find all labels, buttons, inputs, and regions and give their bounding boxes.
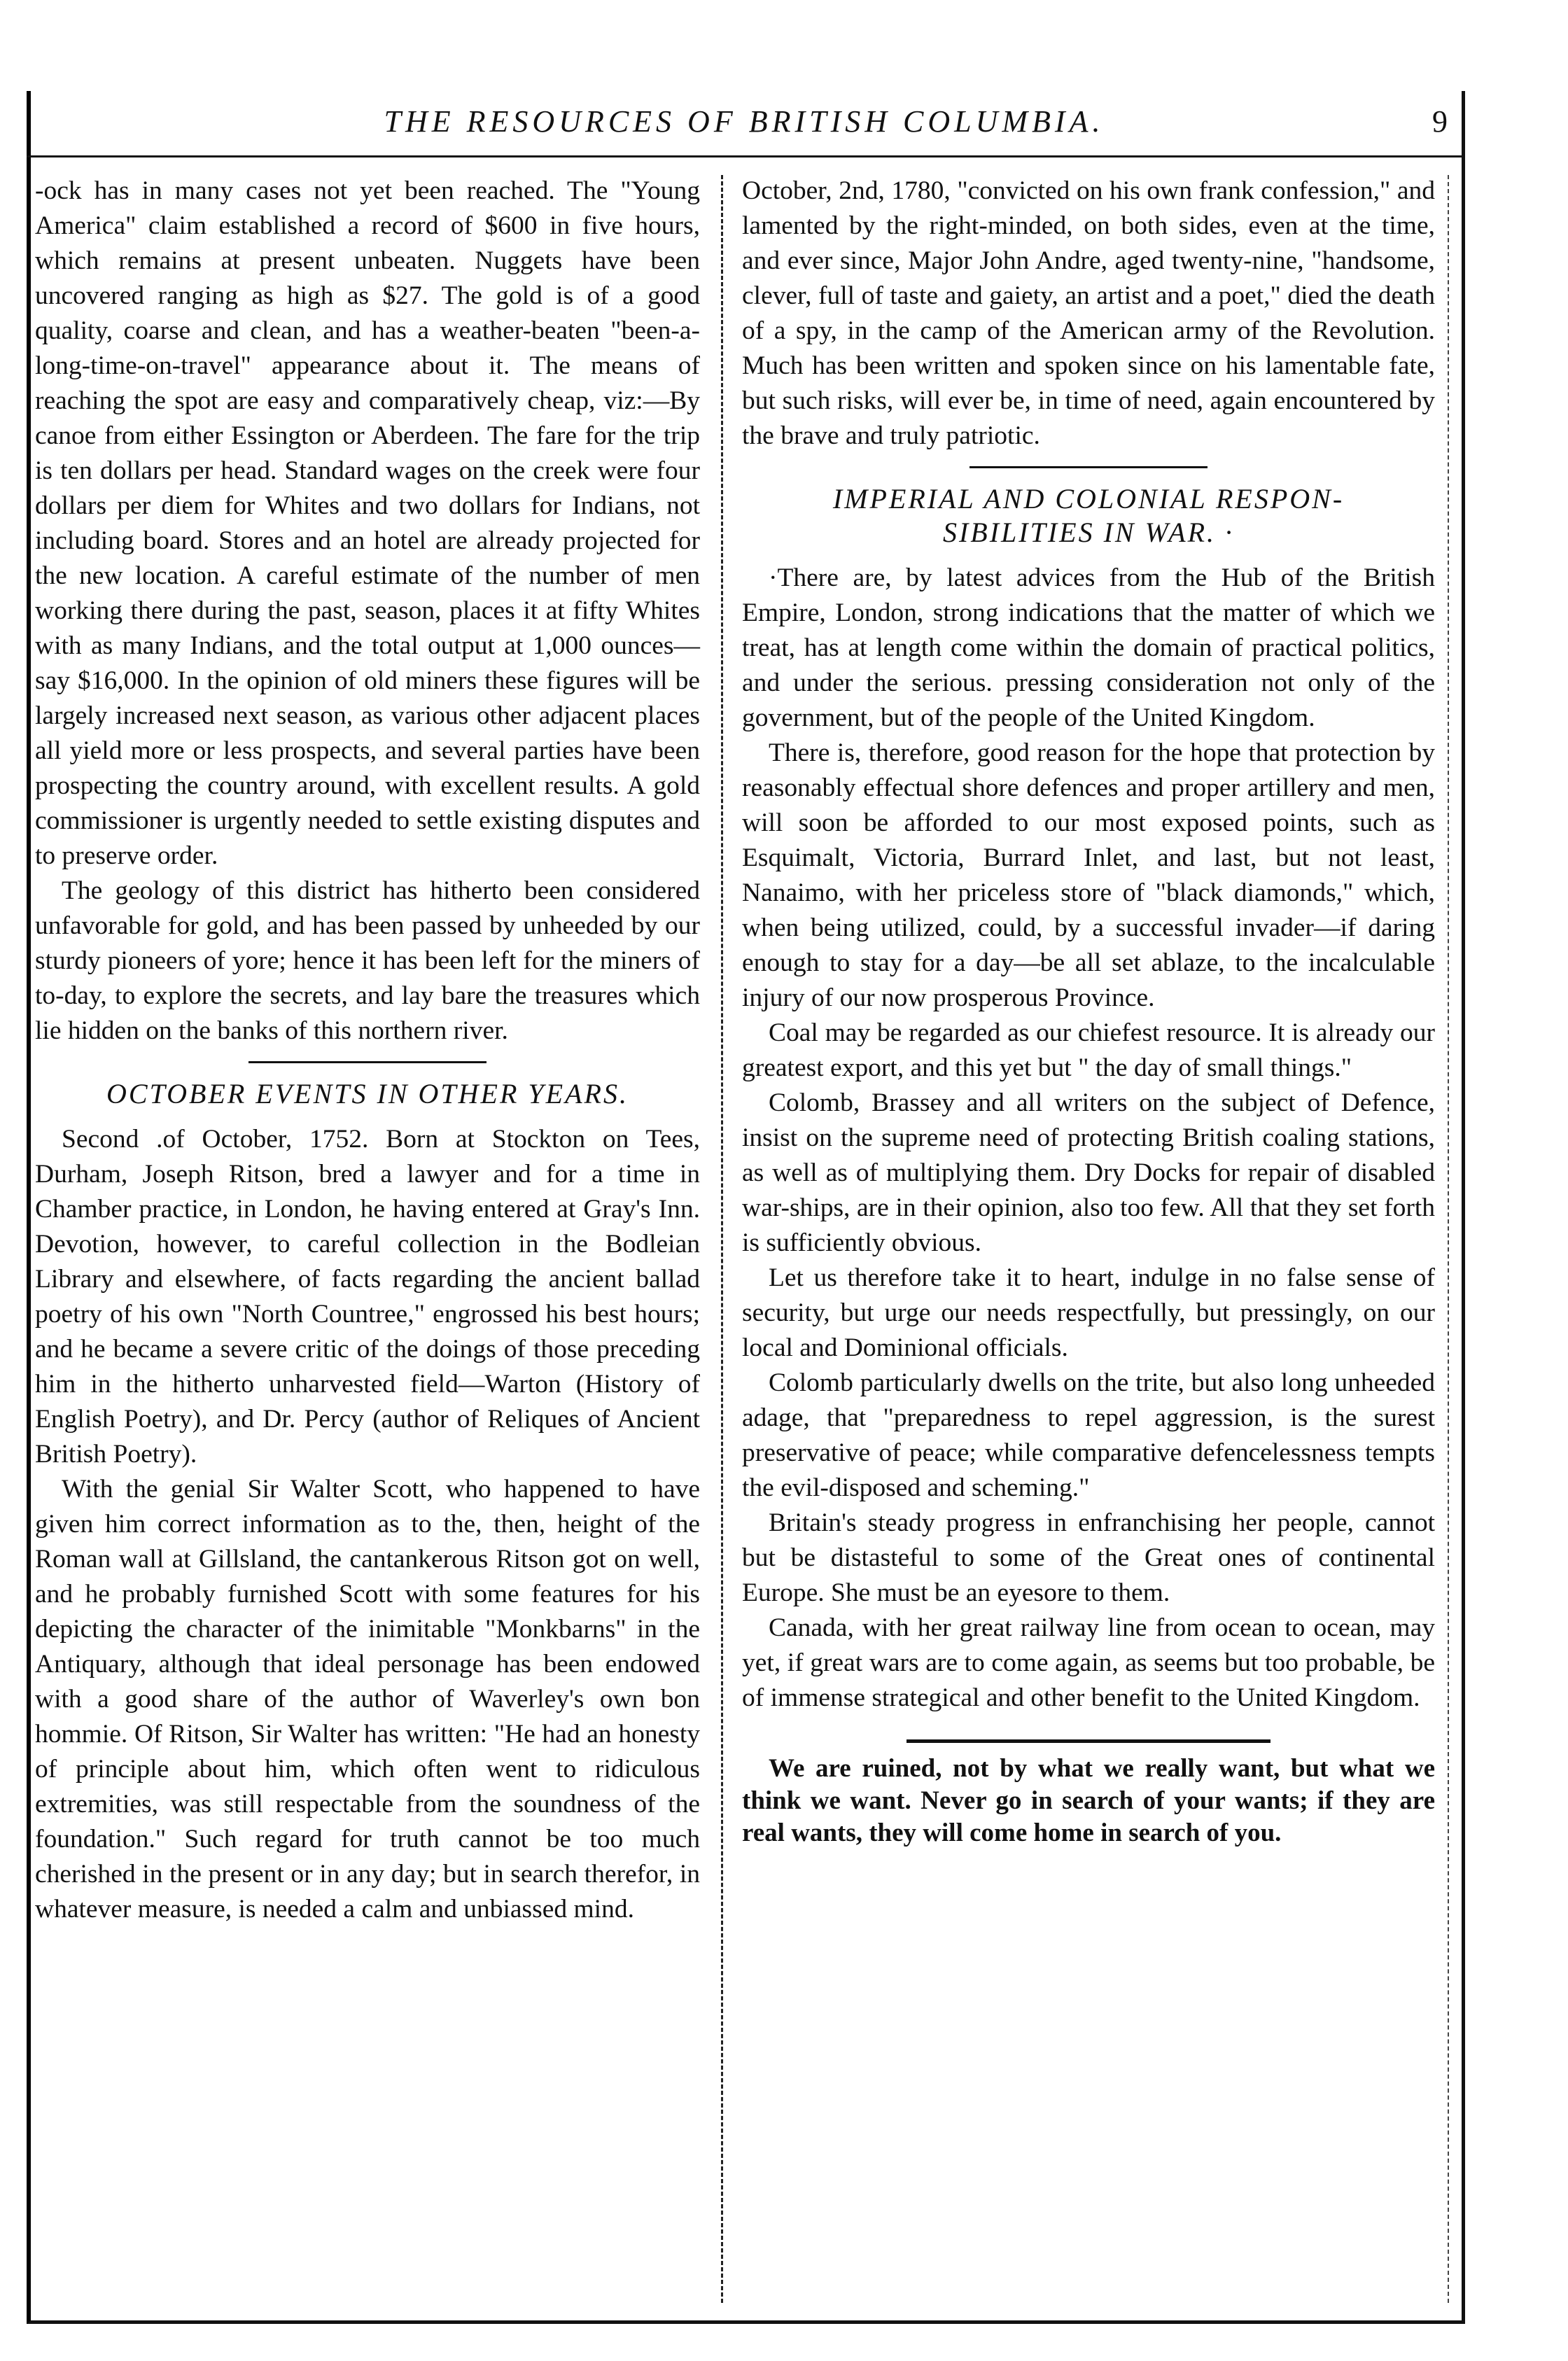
section-rule [248, 1061, 486, 1063]
section-rule [969, 466, 1208, 468]
paragraph: Let us therefore take it to heart, indulge in no false sense of security, but urge our needs respectfully, but pressingly, on our local and Dominional officials. [742, 1263, 1435, 1362]
paragraph: Colomb particularly dwells on the trite, but also long unheeded adage, that "preparedness to repel aggression, is the surest preservative of peace; while comparative defencelessness tempts the evil-disposed and scheming." [742, 1368, 1435, 1502]
ritson-paragraph: Second .of October, 1752. Born at Stockton on Tees, Durham, Joseph Ritson, bred a lawyer and for a time in Chamber practice, in London, he having entered at Gray's Inn. Devotion, however, to careful collection in the Bodleian Library and elsewhere, of facts regarding the ancient ballad poetry of his own "North Countree," engrossed his best hours; and he became a severe critic of the doings of those preceding him in the hitherto unharvested field—Warton (History of English Poetry), and Dr. Percy (author of Reliques of Ancient British Poetry). [35, 1125, 700, 1469]
right-margin-rule [1448, 175, 1449, 2303]
page-number: 9 [1432, 104, 1448, 139]
header-rule [27, 155, 1462, 157]
section-heading-imperial [742, 482, 1435, 549]
geology-paragraph: The geology of this district has hitherto been considered unfavorable for gold, and has been passed by unheeded by our sturdy pioneers of yore; hence it has been left for the miners of to-day, to explore the secrets, and lay bare the treasures which lie hidden on the banks of this northern river. [35, 876, 700, 1045]
gold-paragraph: ‑ock has in many cases not yet been reached. The "Young America" claim established a record of $600 in five hours, which remains at present unbeaten. Nuggets have been uncovered ranging as high as $27. The gold is of a good quality, coarse and clean, and has a weather-beaten "been-a-long-time-on-travel" appearance about it. The means of reaching the spot are easy and comparatively cheap, viz:—By canoe from either Essington or Aberdeen. The fare for the trip is ten dollars per head. Standard wages on the creek were four dollars per diem for Whites and two dollars for Indians, not including board. Stores and an hotel are already projected for the new location. A careful estimate of the number of men working there during the past, season, places it at fifty Whites with as many Indians, and the total output at 1,000 ounces—say $16,000. In the opinion of old miners these figures will be largely increased next season, as various other adjacent places all yield more or less prospects, and several parties have been prospecting the country around, with excellent results. A gold commissioner is urgently needed to settle existing disputes and to preserve order. [35, 176, 700, 870]
closing-rule [906, 1739, 1270, 1743]
andre-paragraph: October, 2nd, 1780, "convicted on his own frank confession," and lamented by the right-minded, on both sides, even at the time, and ever since, Major John Andre, aged twenty-nine, "handsome, clever, full of taste and gaiety, an artist and a poet," died the death of a spy, in the camp of the American army of the Revolution. Much has been written and spoken since on his lamentable fate, but such risks, will ever be, in time of need, again encountered by the brave and truly patriotic. [742, 176, 1435, 450]
paragraph: Coal may be regarded as our chiefest resource. It is already our greatest export, and this yet but " the day of small things." [742, 1018, 1435, 1082]
paragraph: ·There are, by latest advices from the Hub of the British Empire, London, strong indications that the matter of which we treat, has at length come within the domain of practical politics, and under the serious. pressing consideration not only of the government, but of the people of the United Kingdom. [742, 563, 1435, 732]
running-title: THE RESOURCES OF BRITISH COLUMBIA. [384, 104, 1105, 139]
paragraph: There is, therefore, good reason for the hope that protection by reasonably effectual shore defences and proper artillery and men, will soon be afforded to our most exposed points, such as Esquimalt, Victoria, Burrard Inlet, and last, but not least, Nanaimo, with her priceless store of "black diamonds," which, when being utilized, could, by a successful invader—if daring enough to stay for a day—be all set ablaze, to the incalculable injury of our now prosperous Province. [742, 738, 1435, 1012]
section-heading-line1: IMPERIAL AND COLONIAL RESPON- [832, 483, 1345, 514]
column-divider [721, 175, 723, 2303]
section-heading-october-events: OCTOBER EVENTS IN OTHER YEARS. [106, 1078, 629, 1109]
right-column [742, 174, 1435, 1849]
paragraph: Canada, with her great railway line from ocean to ocean, may yet, if great wars are to come again, as seems but too probable, be of immense strategical and other benefit to the United Kingdom. [742, 1613, 1435, 1712]
running-head [27, 104, 1462, 153]
closing-quote: We are ruined, not by what we really want, but what we think we want. Never go in search of your wants; if they are real wants, they will come home in search of you. [742, 1754, 1435, 1847]
section-heading-line2: SIBILITIES IN WAR. · [942, 517, 1235, 548]
paragraph: Colomb, Brassey and all writers on the subject of Defence, insist on the supreme need of protecting British coaling stations, as well as of multiplying them. Dry Docks for repair of disabled war-ships, are in their opinion, also too few. All that they set forth is sufficiently obvious. [742, 1088, 1435, 1257]
paragraph: Britain's steady progress in enfranchising her people, cannot but be distasteful to some of the Great ones of continental Europe. She must be an eyesore to them. [742, 1508, 1435, 1607]
left-column [35, 174, 700, 1927]
scott-paragraph: With the genial Sir Walter Scott, who happened to have given him correct information as to the, then, height of the Roman wall at Gillsland, the cantankerous Ritson got on well, and he probably furnished Scott with some features for his depicting the character of the inimitable "Monkbarns" in the Antiquary, although that ideal personage has been endowed with a good share of the author of Waverley's own bon hommie. Of Ritson, Sir Walter has written: "He had an honesty of principle about him, which often went to ridiculous extremities, was still respectable from the soundness of the foundation." Such regard for truth cannot be too much cherished in the present or in any day; but in search therefor, in whatever measure, is needed a calm and unbiassed mind. [35, 1475, 700, 1924]
